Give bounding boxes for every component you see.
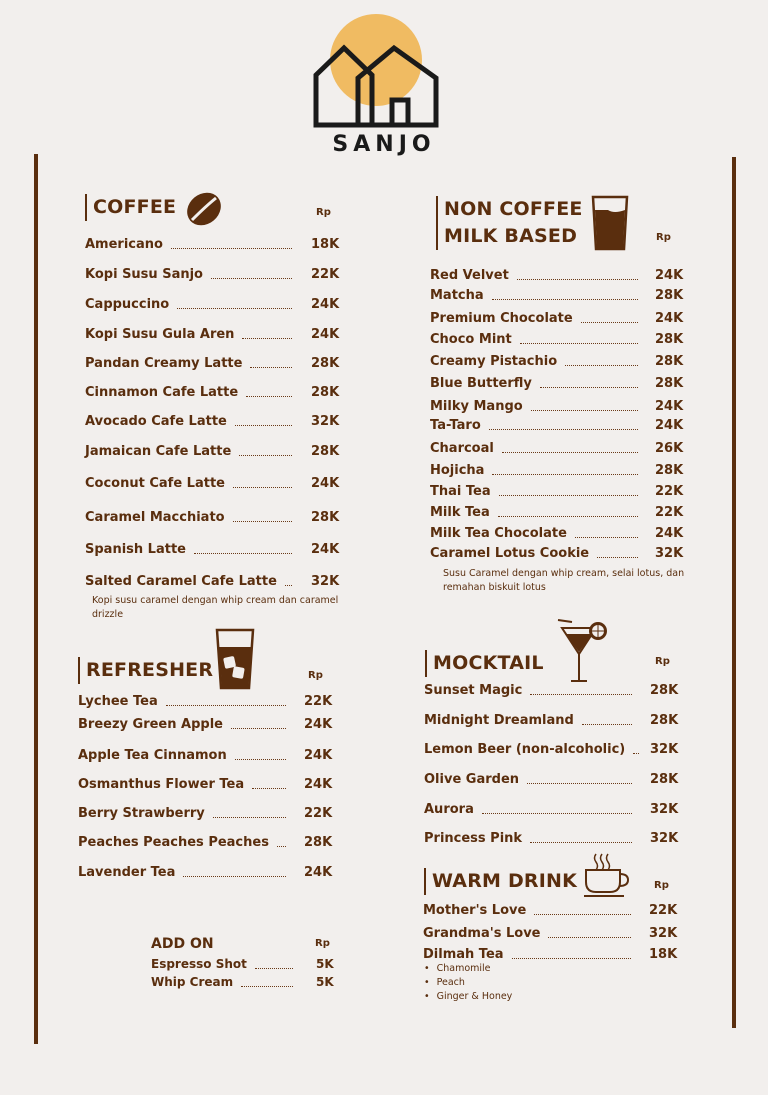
menu-item-price: 22K xyxy=(655,505,684,520)
menu-item-name: Avocado Cafe Latte xyxy=(85,414,227,429)
dotted-leader-line xyxy=(241,986,293,987)
menu-item-name: Milky Mango xyxy=(430,399,523,414)
dilmah-option-label: Ginger & Honey xyxy=(436,991,513,1002)
menu-item xyxy=(424,713,680,729)
menu-item xyxy=(85,542,341,558)
dotted-leader-line xyxy=(239,455,292,456)
menu-item xyxy=(430,441,685,457)
menu-item-price: 22K xyxy=(311,267,340,282)
dotted-leader-line xyxy=(252,788,286,789)
menu-item-name: Berry Strawberry xyxy=(78,806,205,821)
menu-item-name: Premium Chocolate xyxy=(430,311,573,326)
menu-item-name: Aurora xyxy=(424,802,474,817)
dotted-leader-line xyxy=(250,367,292,368)
menu-item-name: Kopi Susu Sanjo xyxy=(85,267,203,282)
menu-item-name: Lavender Tea xyxy=(78,865,176,880)
menu-item-name: Jamaican Cafe Latte xyxy=(85,444,232,459)
cocktail-glass-icon xyxy=(556,616,612,690)
menu-item-name: Americano xyxy=(85,237,163,252)
coffee-note-line1: Kopi susu caramel dengan whip cream dan caramel xyxy=(92,595,339,606)
menu-item xyxy=(430,418,685,434)
non-coffee-note xyxy=(443,567,703,595)
menu-item-price: 24K xyxy=(655,311,684,326)
menu-item xyxy=(85,414,341,430)
menu-item-price: 22K xyxy=(649,903,678,918)
menu-item xyxy=(151,975,346,991)
mocktail-currency-label: Rp xyxy=(655,656,670,667)
dotted-leader-line xyxy=(531,410,638,411)
dotted-leader-line xyxy=(540,387,638,388)
menu-item-name: Thai Tea xyxy=(430,484,491,499)
menu-item-price: 24K xyxy=(655,526,684,541)
menu-item-price: 24K xyxy=(304,777,333,792)
hot-cup-icon xyxy=(582,852,632,904)
iced-glass-icon xyxy=(214,627,256,695)
menu-item-price: 22K xyxy=(655,484,684,499)
menu-item xyxy=(430,463,685,479)
menu-item xyxy=(430,505,685,521)
dotted-leader-line xyxy=(277,846,286,847)
menu-item xyxy=(85,327,341,343)
menu-item-price: 24K xyxy=(311,476,340,491)
non-coffee-note-line2: remahan biskuit lotus xyxy=(443,582,546,593)
dotted-leader-line xyxy=(246,396,292,397)
dotted-leader-line xyxy=(166,705,286,706)
menu-item-name: Choco Mint xyxy=(430,332,512,347)
menu-item-name: Grandma's Love xyxy=(423,926,541,941)
menu-item-name: Espresso Shot xyxy=(151,957,247,971)
menu-item xyxy=(424,772,680,788)
menu-item-price: 24K xyxy=(655,418,684,433)
menu-item xyxy=(424,742,680,758)
dotted-leader-line xyxy=(255,968,293,969)
menu-item xyxy=(423,903,679,919)
glass-drink-icon xyxy=(590,194,630,256)
menu-item-price: 22K xyxy=(304,694,333,709)
menu-item-name: Dilmah Tea xyxy=(423,947,504,962)
menu-item-price: 32K xyxy=(650,831,679,846)
menu-item-name: Cappuccino xyxy=(85,297,170,312)
menu-item xyxy=(151,957,346,973)
coffee-note xyxy=(92,594,342,622)
menu-item-price: 32K xyxy=(650,742,679,757)
menu-item-price: 24K xyxy=(311,297,340,312)
menu-item xyxy=(78,694,334,710)
non-coffee-currency-label: Rp xyxy=(656,232,671,243)
menu-item-name: Peaches Peaches Peaches xyxy=(78,835,269,850)
menu-item-price: 32K xyxy=(311,574,340,589)
menu-item-name: Ta-Taro xyxy=(430,418,481,433)
menu-item-price: 32K xyxy=(311,414,340,429)
non-coffee-section-title xyxy=(436,196,583,250)
menu-item-name: Whip Cream xyxy=(151,975,234,989)
menu-item-name: Midnight Dreamland xyxy=(424,713,574,728)
menu-item-name: Coconut Cafe Latte xyxy=(85,476,225,491)
dotted-leader-line xyxy=(235,759,286,760)
menu-item xyxy=(430,288,685,304)
menu-item-name: Spanish Latte xyxy=(85,542,186,557)
add-on-currency-label: Rp xyxy=(315,938,330,949)
menu-item-price: 28K xyxy=(655,376,684,391)
menu-item-name: Mother's Love xyxy=(423,903,527,918)
dotted-leader-line xyxy=(233,521,292,522)
dotted-leader-line xyxy=(492,474,638,475)
menu-item xyxy=(430,268,685,284)
menu-item xyxy=(430,546,685,562)
menu-item-price: 28K xyxy=(655,288,684,303)
menu-item-name: Hojicha xyxy=(430,463,485,478)
dotted-leader-line xyxy=(530,694,632,695)
menu-item-name: Breezy Green Apple xyxy=(78,717,223,732)
menu-item-name: Pandan Creamy Latte xyxy=(85,356,243,371)
menu-item xyxy=(78,835,334,851)
menu-item-price: 28K xyxy=(655,463,684,478)
menu-item-name: Apple Tea Cinnamon xyxy=(78,748,227,763)
dotted-leader-line xyxy=(499,495,638,496)
menu-item-price: 28K xyxy=(650,772,679,787)
menu-item-price: 32K xyxy=(649,926,678,941)
dotted-leader-line xyxy=(213,817,286,818)
menu-item-name: Osmanthus Flower Tea xyxy=(78,777,245,792)
menu-item-name: Lemon Beer (non-alcoholic) xyxy=(424,742,626,757)
dilmah-option-label: Peach xyxy=(436,977,465,988)
menu-item xyxy=(424,683,680,699)
coffee-note-line2: drizzle xyxy=(92,609,124,620)
menu-item-price: 24K xyxy=(304,748,333,763)
menu-item xyxy=(85,356,341,372)
menu-item-name: Olive Garden xyxy=(424,772,520,787)
menu-item-name: Kopi Susu Gula Aren xyxy=(85,327,235,342)
menu-item xyxy=(430,399,685,415)
dotted-leader-line xyxy=(489,429,638,430)
menu-item xyxy=(430,484,685,500)
menu-item-price: 32K xyxy=(655,546,684,561)
dotted-leader-line xyxy=(534,914,631,915)
right-border-line xyxy=(732,157,736,1028)
menu-item-price: 24K xyxy=(304,717,333,732)
dotted-leader-line xyxy=(177,308,292,309)
menu-item xyxy=(85,510,341,526)
menu-item-name: Lychee Tea xyxy=(78,694,158,709)
menu-item xyxy=(430,311,685,327)
menu-item-price: 5K xyxy=(316,975,334,989)
menu-item-price: 24K xyxy=(655,268,684,283)
menu-item-price: 28K xyxy=(311,356,340,371)
dotted-leader-line xyxy=(520,343,638,344)
dilmah-option-label: Chamomile xyxy=(436,963,491,974)
menu-item-name: Sunset Magic xyxy=(424,683,523,698)
dotted-leader-line xyxy=(530,842,632,843)
menu-item-price: 28K xyxy=(655,354,684,369)
menu-item xyxy=(430,376,685,392)
dotted-leader-line xyxy=(512,958,631,959)
bullet-icon: • xyxy=(424,977,430,988)
menu-item xyxy=(78,777,334,793)
dotted-leader-line xyxy=(633,753,639,754)
dotted-leader-line xyxy=(492,299,638,300)
menu-item-name: Caramel Macchiato xyxy=(85,510,225,525)
bullet-icon: • xyxy=(424,963,430,974)
menu-item-price: 24K xyxy=(655,399,684,414)
menu-item xyxy=(430,332,685,348)
menu-item xyxy=(78,806,334,822)
menu-item-name: Charcoal xyxy=(430,441,494,456)
menu-item-name: Matcha xyxy=(430,288,484,303)
dotted-leader-line xyxy=(565,365,638,366)
non-coffee-note-line1: Susu Caramel dengan whip cream, selai lotus, dan xyxy=(443,568,685,579)
menu-item-name: Caramel Lotus Cookie xyxy=(430,546,590,561)
menu-item xyxy=(85,385,341,401)
brand-name: SANJO xyxy=(332,132,436,157)
menu-item-price: 28K xyxy=(650,683,679,698)
menu-item-price: 28K xyxy=(655,332,684,347)
menu-item-price: 18K xyxy=(311,237,340,252)
menu-item-name: Cinnamon Cafe Latte xyxy=(85,385,239,400)
menu-item-price: 26K xyxy=(655,441,684,456)
menu-item-name: Salted Caramel Cafe Latte xyxy=(85,574,277,589)
dotted-leader-line xyxy=(194,553,292,554)
logo xyxy=(308,10,448,130)
menu-item-price: 32K xyxy=(650,802,679,817)
dotted-leader-line xyxy=(482,813,632,814)
non-coffee-title-line2: MILK BASED xyxy=(444,225,578,247)
mocktail-section-title: MOCKTAIL xyxy=(425,650,544,677)
left-border-line xyxy=(34,154,38,1044)
menu-item-price: 24K xyxy=(311,542,340,557)
menu-item-price: 28K xyxy=(311,385,340,400)
menu-item xyxy=(430,354,685,370)
menu-item-price: 24K xyxy=(304,865,333,880)
non-coffee-title-line1: NON COFFEE xyxy=(444,198,583,220)
menu-item xyxy=(85,297,341,313)
bullet-icon: • xyxy=(424,991,430,1002)
dotted-leader-line xyxy=(575,537,638,538)
menu-item-name: Milk Tea xyxy=(430,505,490,520)
dotted-leader-line xyxy=(597,557,638,558)
coffee-currency-label: Rp xyxy=(316,207,331,218)
menu-item xyxy=(78,717,334,733)
menu-item-name: Creamy Pistachio xyxy=(430,354,558,369)
dotted-leader-line xyxy=(517,279,638,280)
sun-house-logo-icon xyxy=(308,10,448,130)
dotted-leader-line xyxy=(183,876,286,877)
menu-item xyxy=(85,237,341,253)
menu-item-name: Milk Tea Chocolate xyxy=(430,526,567,541)
dotted-leader-line xyxy=(231,728,286,729)
menu-item-name: Princess Pink xyxy=(424,831,523,846)
dotted-leader-line xyxy=(211,278,292,279)
dotted-leader-line xyxy=(498,516,638,517)
refresher-section-title: REFRESHER xyxy=(78,657,213,684)
dilmah-option xyxy=(424,977,465,988)
menu-item xyxy=(424,831,680,847)
warm-drink-currency-label: Rp xyxy=(654,880,669,891)
menu-item-price: 18K xyxy=(649,947,678,962)
dotted-leader-line xyxy=(242,338,292,339)
menu-item xyxy=(85,267,341,283)
dotted-leader-line xyxy=(548,937,631,938)
dotted-leader-line xyxy=(527,783,632,784)
menu-item-price: 28K xyxy=(650,713,679,728)
menu-item xyxy=(85,444,341,460)
menu-item xyxy=(424,802,680,818)
menu-item-name: Blue Butterfly xyxy=(430,376,532,391)
dotted-leader-line xyxy=(502,452,638,453)
dilmah-option xyxy=(424,963,491,974)
dotted-leader-line xyxy=(582,724,632,725)
dotted-leader-line xyxy=(235,425,292,426)
coffee-bean-icon xyxy=(184,190,224,232)
menu-item xyxy=(85,574,341,590)
menu-item xyxy=(423,926,679,942)
dotted-leader-line xyxy=(171,248,292,249)
menu-item-price: 24K xyxy=(311,327,340,342)
menu-item-price: 5K xyxy=(316,957,334,971)
coffee-section-title: COFFEE xyxy=(85,194,176,221)
menu-item xyxy=(78,748,334,764)
dotted-leader-line xyxy=(581,322,638,323)
dotted-leader-line xyxy=(285,585,292,586)
menu-item xyxy=(78,865,334,881)
add-on-section-title: ADD ON xyxy=(151,936,214,952)
menu-item-price: 28K xyxy=(304,835,333,850)
dilmah-option xyxy=(424,991,512,1002)
menu-item-name: Red Velvet xyxy=(430,268,509,283)
refresher-currency-label: Rp xyxy=(308,670,323,681)
menu-item xyxy=(85,476,341,492)
menu-item-price: 28K xyxy=(311,444,340,459)
dotted-leader-line xyxy=(233,487,292,488)
menu-item-price: 28K xyxy=(311,510,340,525)
menu-item-price: 22K xyxy=(304,806,333,821)
menu-item xyxy=(423,947,679,963)
warm-drink-section-title: WARM DRINK xyxy=(424,868,577,895)
menu-item xyxy=(430,526,685,542)
